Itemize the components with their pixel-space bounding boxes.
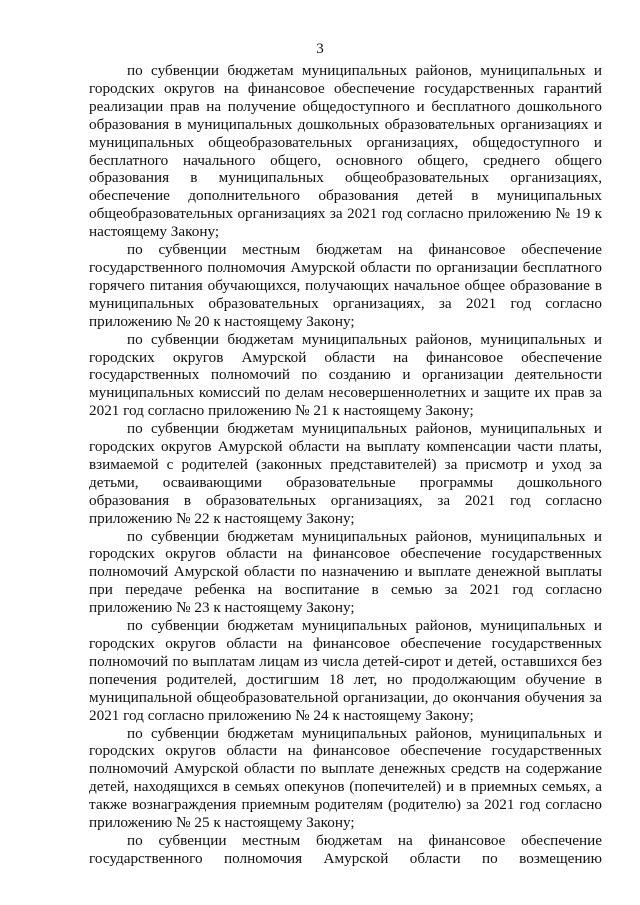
paragraph: по субвенции бюджетам муниципальных районов, муниципальных и городских округов области на финансовое обеспечение государственных полномочий по выплатам лицам из числа детей-сирот и детей, оставшихся без попечения родителей, достигшим 18 лет, но продолжающим обучение в муниципальной общеобразовательной организации, до окончания обучения за 2021 год согласно приложению № 24 к настоящему Закону; <box>89 617 602 724</box>
page-number: 3 <box>316 41 324 57</box>
paragraph: по субвенции бюджетам муниципальных районов, муниципальных и городских округов Амурской области на финансовое обеспечение государственных полномочий по созданию и организации деятельности муниципальных комиссий по делам несовершеннолетних и защите их прав за 2021 год согласно приложению № 21 к настоящему Закону; <box>89 330 602 420</box>
document-body <box>89 62 602 868</box>
paragraph: по субвенции бюджетам муниципальных районов, муниципальных и городских округов Амурской области на выплату компенсации части платы, взимаемой с родителей (законных представителей) за присмотр и уход за детьми, осваивающими образовательные программы дошкольного образования в образовательных организациях, за 2021 год согласно приложению № 22 к настоящему Закону; <box>89 420 602 527</box>
paragraph: по субвенции бюджетам муниципальных районов, муниципальных и городских округов области на финансовое обеспечение государственных полномочий Амурской области по назначению и выплате денежной выплаты при передаче ребенка на воспитание в семью за 2021 год согласно приложению № 23 к настоящему Закону; <box>89 527 602 617</box>
paragraph: по субвенции бюджетам муниципальных районов, муниципальных и городских округов на финансовое обеспечение государственных гарантий реализации прав на получение общедоступного и бесплатного дошкольного образования в муниципальных дошкольных образовательных организациях и муниципальных общеобразовательных организациях, общедоступного и бесплатного начального общего, основного общего, среднего общего образования в муниципальных общеобразовательных организациях, обеспечение дополнительного образования детей в муниципальных общеобразовательных организациях за 2021 год согласно приложению № 19 к настоящему Закону; <box>89 62 602 241</box>
paragraph: по субвенции местным бюджетам на финансовое обеспечение государственного полномочия Амурской области по организации бесплатного горячего питания обучающихся, получающих начальное общее образование в муниципальных образовательных организациях, за 2021 год согласно приложению № 20 к настоящему Закону; <box>89 241 602 330</box>
paragraph: по субвенции бюджетам муниципальных районов, муниципальных и городских округов области на финансовое обеспечение государственных полномочий Амурской области по выплате денежных средств на содержание детей, находящихся в семьях опекунов (попечителей) и в приемных семьях, а также вознаграждения приемным родителям (родителю) за 2021 год согласно приложению № 25 к настоящему Закону; <box>89 724 602 832</box>
paragraph-continued: по субвенции местным бюджетам на финансовое обеспечение государственного полномочия Амурской области по возмещению <box>89 831 602 867</box>
